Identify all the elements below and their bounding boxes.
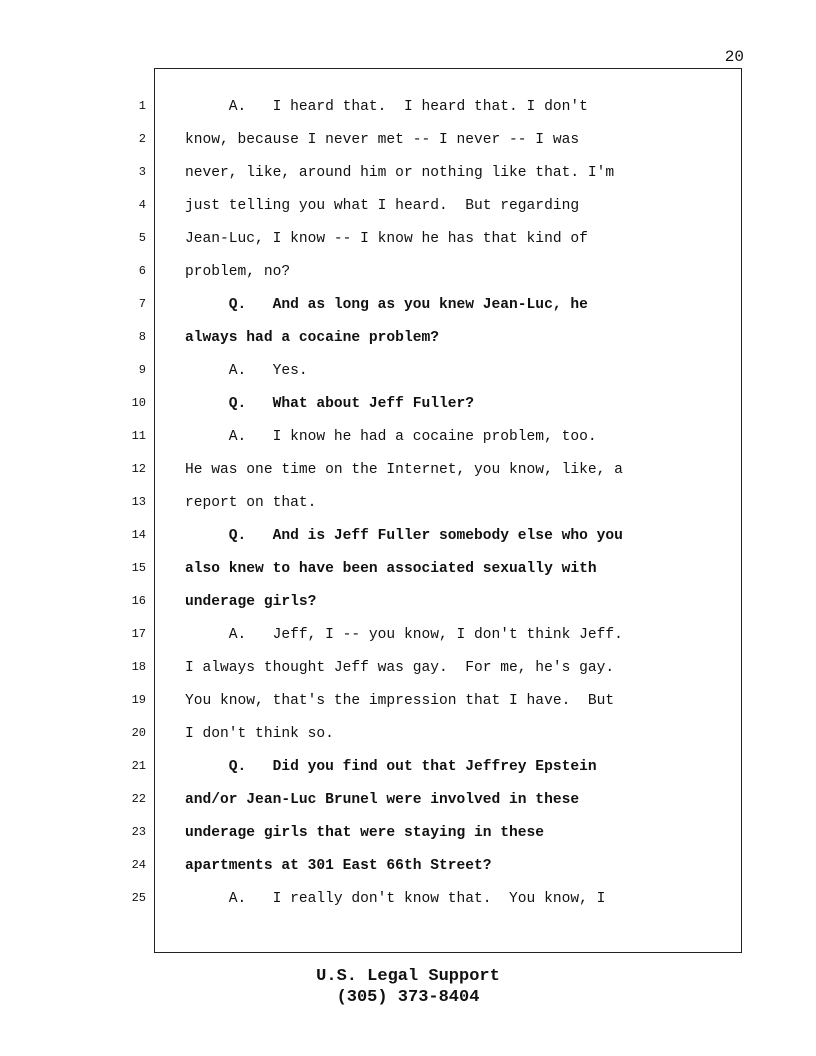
line-number: 3	[138, 165, 146, 179]
answer-text: I don't think so.	[185, 726, 334, 742]
question-text: underage girls that were staying in these	[185, 825, 545, 841]
answer-text: You know, that's the impression that I have. But	[185, 693, 615, 709]
answer-text: Jean-Luc, I know -- I know he has that kind of	[185, 231, 588, 247]
line-number: 25	[131, 891, 146, 905]
line-number: 5	[138, 231, 146, 245]
question-text: also knew to have been associated sexually with	[185, 561, 597, 577]
transcript-line	[0, 527, 816, 560]
question-text: Q. And as long as you knew Jean-Luc, he	[185, 297, 588, 313]
transcript-line	[0, 857, 816, 890]
question-text: and/or Jean-Luc Brunel were involved in these	[185, 792, 580, 808]
transcript-line	[0, 659, 816, 692]
answer-text: just telling you what I heard. But regarding	[185, 198, 580, 214]
transcript-line	[0, 428, 816, 461]
line-number: 2	[138, 132, 146, 146]
answer-text: know, because I never met -- I never -- I was	[185, 132, 580, 148]
line-number: 11	[131, 429, 146, 443]
answer-text: never, like, around him or nothing like that. I'm	[185, 165, 615, 181]
line-number: 14	[131, 528, 146, 542]
transcript-line	[0, 329, 816, 362]
line-number: 20	[131, 726, 146, 740]
answer-text: problem, no?	[185, 264, 291, 280]
answer-text: A. I know he had a cocaine problem, too.	[185, 429, 597, 445]
page-number: 20	[724, 48, 744, 66]
transcript-line	[0, 263, 816, 296]
question-text: Q. And is Jeff Fuller somebody else who you	[185, 528, 623, 544]
transcript-line	[0, 230, 816, 263]
transcript-line	[0, 692, 816, 725]
transcript-line	[0, 197, 816, 230]
line-number: 12	[131, 462, 146, 476]
answer-text: I always thought Jeff was gay. For me, he's gay.	[185, 660, 615, 676]
transcript-line	[0, 824, 816, 857]
transcript-line	[0, 395, 816, 428]
transcript-line	[0, 593, 816, 626]
footer-phone: (305) 373-8404	[336, 988, 480, 1007]
line-number: 7	[138, 297, 146, 311]
transcript-line	[0, 131, 816, 164]
footer-company: U.S. Legal Support	[316, 967, 500, 986]
transcript-line	[0, 164, 816, 197]
question-text: Q. Did you find out that Jeffrey Epstein	[185, 759, 597, 775]
line-number: 18	[131, 660, 146, 674]
line-number: 16	[131, 594, 146, 608]
line-number: 24	[131, 858, 146, 872]
line-number: 17	[131, 627, 146, 641]
line-number: 19	[131, 693, 146, 707]
line-number: 1	[138, 99, 146, 113]
page-footer	[0, 966, 816, 1008]
transcript-line	[0, 461, 816, 494]
transcript-line	[0, 725, 816, 758]
line-number: 9	[138, 363, 146, 377]
question-text: always had a cocaine problem?	[185, 330, 439, 346]
transcript-line	[0, 791, 816, 824]
line-number: 22	[131, 792, 146, 806]
line-number: 8	[138, 330, 146, 344]
transcript-line	[0, 890, 816, 923]
transcript-line	[0, 98, 816, 131]
line-number: 10	[131, 396, 146, 410]
line-number: 6	[138, 264, 146, 278]
answer-text: A. Jeff, I -- you know, I don't think Jeff.	[185, 627, 623, 643]
question-text: apartments at 301 East 66th Street?	[185, 858, 492, 874]
answer-text: He was one time on the Internet, you know, like, a	[185, 462, 623, 478]
line-number: 23	[131, 825, 146, 839]
transcript-line	[0, 560, 816, 593]
transcript-line	[0, 362, 816, 395]
transcript-line	[0, 296, 816, 329]
line-number: 15	[131, 561, 146, 575]
transcript-line	[0, 494, 816, 527]
transcript-line	[0, 626, 816, 659]
answer-text: A. I heard that. I heard that. I don't	[185, 99, 588, 115]
line-number: 21	[131, 759, 146, 773]
transcript-line	[0, 758, 816, 791]
line-number: 4	[138, 198, 146, 212]
answer-text: report on that.	[185, 495, 317, 511]
answer-text: A. Yes.	[185, 363, 308, 379]
question-text: Q. What about Jeff Fuller?	[185, 396, 475, 412]
answer-text: A. I really don't know that. You know, I	[185, 891, 606, 907]
question-text: underage girls?	[185, 594, 317, 610]
line-number: 13	[131, 495, 146, 509]
